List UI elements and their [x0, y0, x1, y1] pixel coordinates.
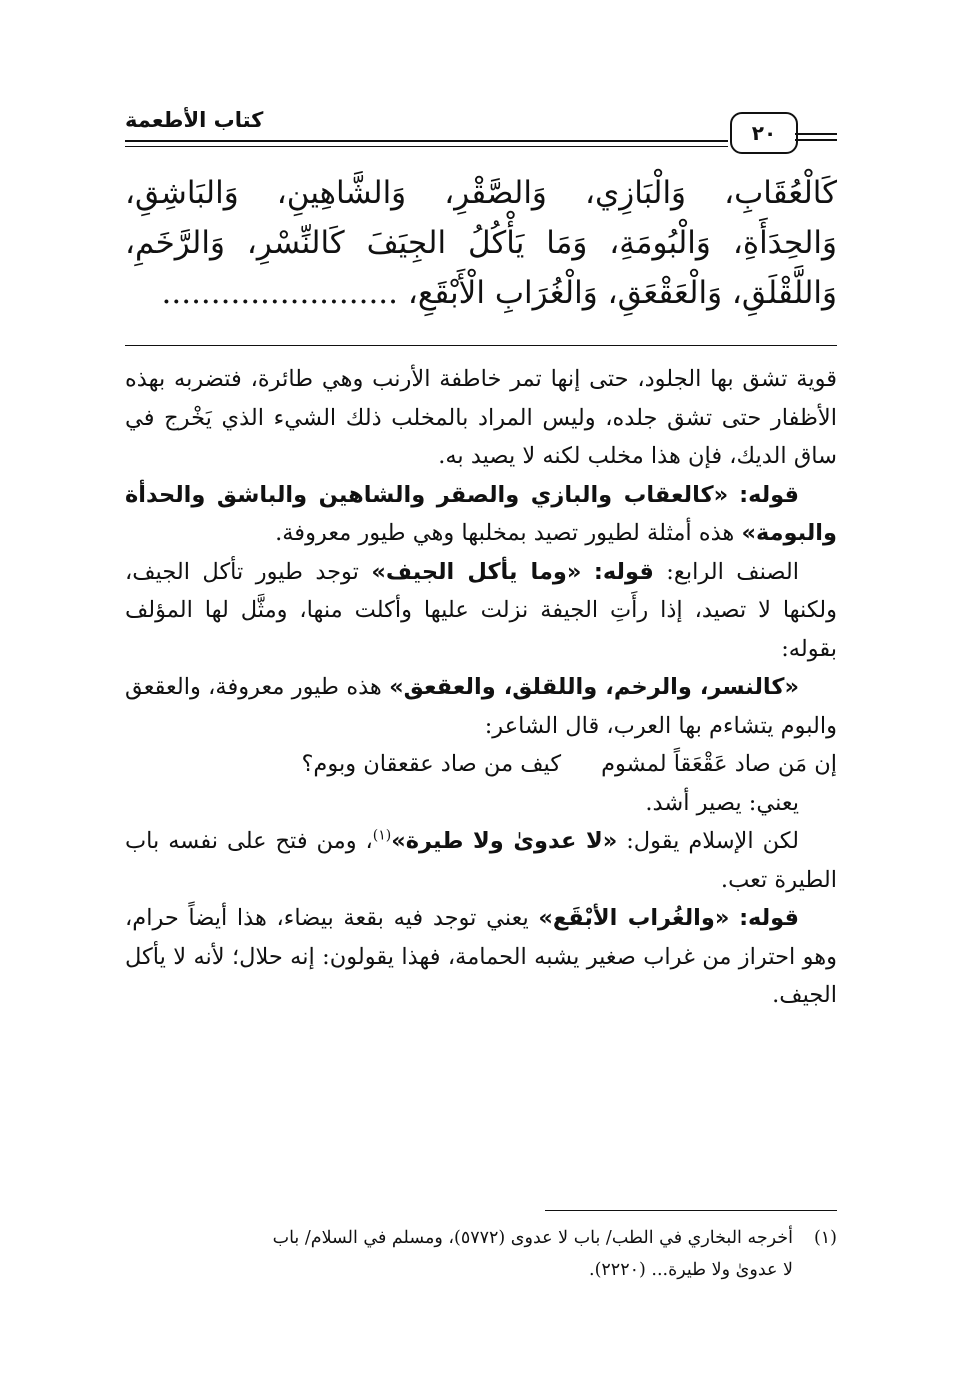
quote-label: قوله:	[739, 905, 799, 931]
header-rule	[125, 146, 728, 147]
paragraph-text: توجد طيور تأكل الجيف، ولكنها لا تصيد، إذا رأَتِ الجيفة نزلت عليها وأكلت منها، ومثَّل لها المؤلف بقوله:	[125, 558, 837, 662]
footnote-text: أخرجه البخاري في الطب/ باب لا عدوى (٥٧٧٢)، ومسلم في السلام/ باب	[272, 1228, 793, 1248]
paragraph-text: هذه أمثلة لطيور تصيد بمخلبها وهي طيور معروفة.	[275, 520, 735, 546]
commentary-paragraph	[125, 822, 837, 899]
matn-text	[125, 168, 837, 318]
verse-second-hemistich: كيف من صاد عقعقان وبوم؟	[301, 751, 562, 777]
paragraph-text: ، ومن فتح على نفسه باب الطيرة تعب.	[125, 828, 837, 893]
book-title: كتاب الأطعمة	[125, 108, 264, 132]
commentary-paragraph	[125, 784, 837, 823]
paragraph-text: لكن الإسلام يقول:	[626, 828, 799, 854]
matn-quote: «وما يأكل الجيف»	[371, 558, 582, 585]
quote-label: قوله:	[739, 481, 800, 508]
paragraph-text: قوية تشق بها الجلود، حتى إنها تمر خاطفة الأرنب وهي طائرة، فتضربه بهذه الأظفار حتى تشق جلده، وليس المراد بالمخلب ذلك الشيء الذي يَخْرج في ساق الديك، فإن هذا مخلب لكنه لا يصيد به.	[125, 366, 837, 469]
header-rule	[125, 140, 728, 142]
commentary-paragraph	[125, 899, 837, 1015]
commentary-paragraph	[125, 360, 837, 476]
header-rule	[795, 133, 837, 135]
hadith-quote: «لا عدوىٰ ولا طيرة»	[391, 828, 618, 854]
verse-first-hemistich: إن مَن صاد عَقْعَقاً لمشوم	[601, 751, 837, 777]
footnote-text: لا عدوىٰ ولا طيرة... (٢٢٢٠).	[589, 1260, 793, 1280]
commentary-paragraph	[125, 476, 837, 553]
matn-quote: «كالنسر، والرخم، واللقلق، والعقعق»	[389, 674, 800, 700]
matn-line: وَاللَّقْلَقِ، وَالْعَقْعَقِ، وَالْغُرَابِ الْأَبْقَعِ، ........................	[161, 275, 837, 311]
commentary-paragraph	[125, 553, 837, 669]
commentary	[125, 360, 837, 1015]
footnote-line	[125, 1254, 837, 1286]
footnote-line	[125, 1222, 837, 1254]
footnote	[125, 1222, 837, 1286]
matn-quote: «والغُراب الأبْقَع»	[538, 905, 730, 931]
matn-line: كَالْعُقَابِ، وَالْبَازِي، وَالصَّقْرِ، وَالشَّاهِينِ، وَالبَاشِقِ،	[125, 175, 837, 211]
page-number: ٢٠	[730, 112, 798, 154]
paragraph-text: يعني: يصير أشد.	[645, 789, 799, 816]
paragraph-text: يعني توجد فيه بقعة بيضاء، هذا أيضاً حرام، وهو احتراز من غراب صغير يشبه الحمامة، فهذا يقولون: إنه حلال؛ لأنه لا يأكل الجيف.	[125, 905, 837, 1008]
footnote-reference[interactable]: (١)	[372, 827, 392, 844]
section-divider	[125, 345, 837, 346]
quote-label: قوله:	[593, 558, 654, 585]
page-header	[125, 104, 837, 152]
footnote-marker: (١)	[813, 1228, 837, 1248]
poetry-verse	[125, 745, 837, 784]
footnote-rule	[545, 1210, 837, 1211]
matn-quote: «كالعقاب والبازي والصقر والشاهين والباشق والحدأة والبومة»	[125, 481, 837, 546]
paragraph-text: الصنف الرابع:	[666, 558, 800, 585]
header-rule	[795, 139, 837, 141]
paragraph-text: هذه طيور معروفة، والعقعق والبوم يتشاءم بها العرب، قال الشاعر:	[125, 674, 837, 739]
matn-line: وَالحِدَأَةِ، وَالْبُومَةِ، وَمَا يَأْكُلُ الجِيَفَ كَالنِّسْرِ، وَالرَّخَمِ،	[125, 225, 837, 261]
commentary-paragraph	[125, 668, 837, 745]
